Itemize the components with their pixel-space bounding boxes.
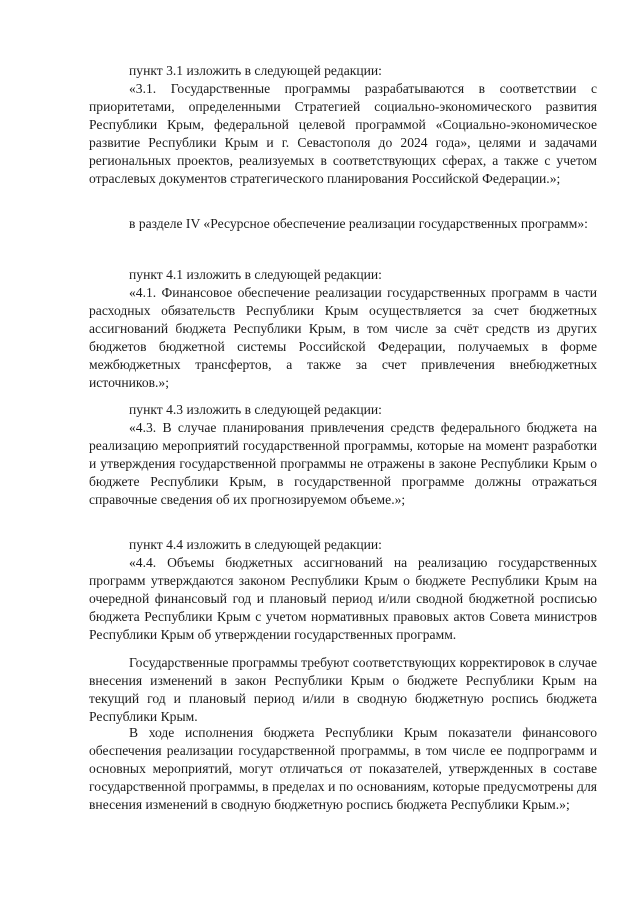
paragraph-corrections: Государственные программы требуют соответствующих корректировок в случае внесения изменений в закон Республики Крым о бюджете Республики Крым на текущий год и плановый период и/или в сводную бюджетную роспись бюджета Республики Крым. <box>89 655 597 725</box>
paragraph-section-iv-heading: в разделе IV «Ресурсное обеспечение реализации государственных программ»: <box>129 216 588 231</box>
paragraph-item-4-1-text: «4.1. Финансовое обеспечение реализации государственных программ в части расходных обязательств Республики Крым осуществляется за счет бюджетных ассигнований бюджета Республики Крым, в том числе за счёт средств из других бюджетов бюджетной системы Российской Федерации, получаемых в форме межбюджетных трансфертов, а также за счет привлечения внебюджетных источников.»; <box>89 285 597 391</box>
paragraph-item-3-1-text: «3.1. Государственные программы разрабатываются в соответствии с приоритетами, определенными Стратегией социально-экономического развития Республики Крым, федеральной целевой программой «Социально-экономическое развитие Республики Крым и г. Севастополя до 2024 года», целями и задачами региональных проектов, реализуемых в соответствующих сферах, а также с учетом отраслевых документов стратегического планирования Российской Федерации.»; <box>89 81 597 187</box>
paragraph-item-3-1-instruction: пункт 3.1 изложить в следующей редакции: <box>129 63 382 78</box>
paragraph-item-4-4-text: «4.4. Объемы бюджетных ассигнований на реализацию государственных программ утверждаются законом Республики Крым о бюджете Республики Крым на очередной финансовый год и плановый период и/или сводной бюджетной росписью бюджета Республики Крым с учетом нормативных правовых актов Совета министров Республики Крым об утверждении государственных программ. <box>89 555 597 643</box>
paragraph-item-4-1-instruction: пункт 4.1 изложить в следующей редакции: <box>129 267 382 282</box>
paragraph-item-4-3-text: «4.3. В случае планирования привлечения средств федерального бюджета на реализацию мероприятий государственной программы, которые на момент разработки и утверждения государственной программы не отражены в законе Республики Крым о бюджете Республики Крым, в государственной программе должны отражаться справочные сведения об их прогнозируемом объеме.»; <box>89 420 597 508</box>
paragraph-item-4-4-instruction: пункт 4.4 изложить в следующей редакции: <box>129 537 382 552</box>
paragraph-budget-execution: В ходе исполнения бюджета Республики Крым показатели финансового обеспечения реализации государственной программы, в том числе ее подпрограмм и основных мероприятий, могут отличаться от показателей, утвержденных в составе государственной программы, в пределах и по основаниям, которые предусмотрены для внесения изменений в сводную бюджетную роспись бюджета Республики Крым.»; <box>89 725 597 813</box>
paragraph-item-4-3-instruction: пункт 4.3 изложить в следующей редакции: <box>129 402 382 417</box>
